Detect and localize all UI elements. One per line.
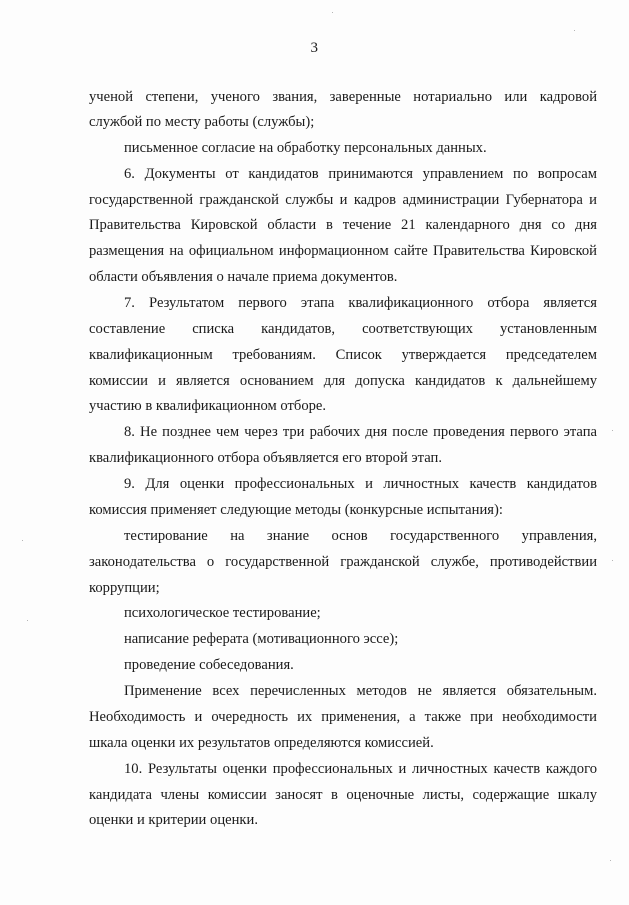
- text-line: государственной гражданской службы и кадров администрации Губернатора и: [89, 192, 597, 208]
- text-line: комиссии и является основанием для допуска кандидатов к дальнейшему: [89, 373, 597, 389]
- text-line: Применение всех перечисленных методов не является обязательным.: [124, 683, 597, 699]
- scan-speck: [332, 12, 333, 13]
- scan-speck: [612, 560, 613, 561]
- text-line: написание реферата (мотивационного эссе);: [124, 631, 399, 647]
- scan-speck: [612, 430, 613, 431]
- text-line: оценки и критерии оценки.: [89, 812, 258, 828]
- text-line: Необходимость и очередность их применения, а также при необходимости: [89, 709, 597, 725]
- text-line: 10. Результаты оценки профессиональных и личностных качеств каждого: [124, 761, 597, 777]
- text-line: тестирование на знание основ государственного управления,: [124, 528, 597, 544]
- text-line: Правительства Кировской области в течение 21 календарного дня со дня: [89, 217, 597, 233]
- scan-speck: [610, 860, 611, 861]
- text-line: ученой степени, ученого звания, заверенные нотариально или кадровой: [89, 89, 597, 105]
- scan-speck: [22, 540, 23, 541]
- text-line: коррупции;: [89, 580, 160, 596]
- text-line: квалификационным требованиям. Список утверждается председателем: [89, 347, 597, 363]
- text-line: комиссия применяет следующие методы (конкурсные испытания):: [89, 502, 503, 518]
- scan-speck: [574, 30, 575, 31]
- text-line: 9. Для оценки профессиональных и личностных качеств кандидатов: [124, 476, 597, 492]
- text-line: службой по месту работы (службы);: [89, 114, 315, 130]
- text-line: квалификационного отбора объявляется его второй этап.: [89, 450, 442, 466]
- text-line: размещения на официальном информационном сайте Правительства Кировской: [89, 243, 597, 259]
- text-line: психологическое тестирование;: [124, 605, 321, 621]
- page-number: 3: [310, 40, 319, 56]
- text-line: шкала оценки их результатов определяются комиссией.: [89, 735, 434, 751]
- text-line: письменное согласие на обработку персональных данных.: [124, 140, 487, 156]
- text-line: 6. Документы от кандидатов принимаются управлением по вопросам: [124, 166, 597, 182]
- text-line: 8. Не позднее чем через три рабочих дня после проведения первого этапа: [124, 424, 597, 440]
- text-line: кандидата члены комиссии заносят в оценочные листы, содержащие шкалу: [89, 787, 597, 803]
- text-line: составление списка кандидатов, соответствующих установленным: [89, 321, 597, 337]
- text-line: 7. Результатом первого этапа квалификационного отбора является: [124, 295, 597, 311]
- scan-speck: [27, 620, 28, 621]
- text-line: области объявления о начале приема документов.: [89, 269, 398, 285]
- text-line: участию в квалификационном отборе.: [89, 398, 327, 414]
- text-line: законодательства о государственной гражданской службе, противодействии: [89, 554, 597, 570]
- text-line: проведение собеседования.: [124, 657, 294, 673]
